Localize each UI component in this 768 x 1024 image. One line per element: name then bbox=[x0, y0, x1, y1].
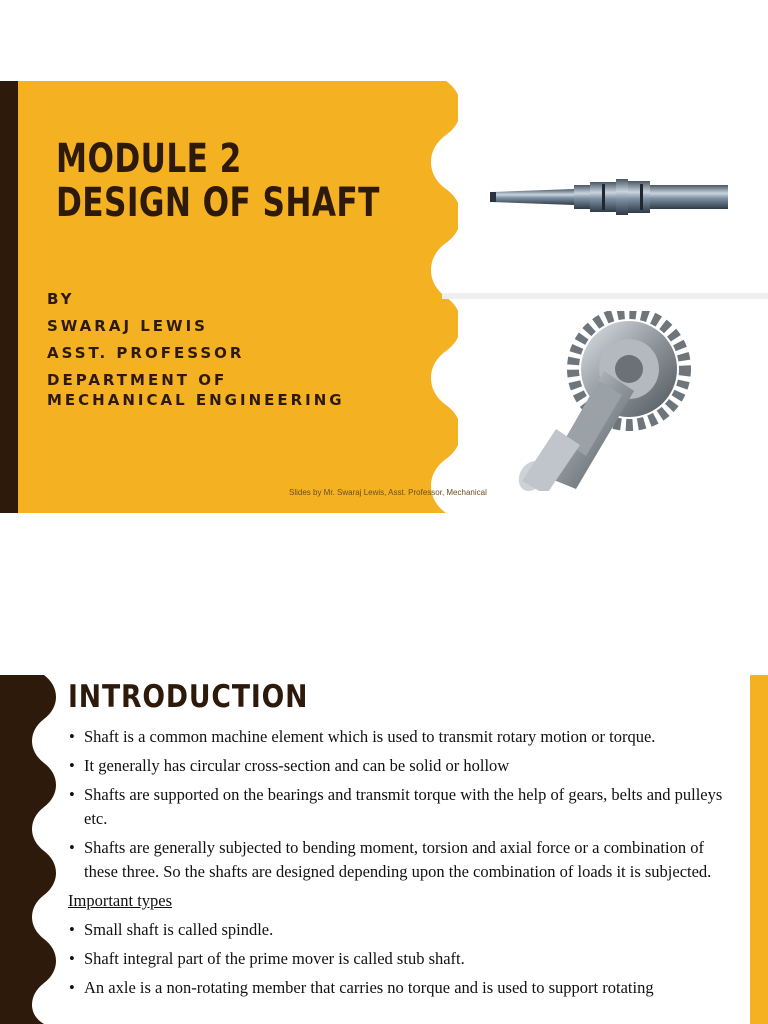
slide-title bbox=[56, 137, 380, 225]
list-item: • Shaft integral part of the prime mover is called stub shaft. bbox=[68, 947, 728, 971]
list-item: • Shafts are generally subjected to bending moment, torsion and axial force or a combination of these three. So the shafts are designed depending upon the combination of loads it is subjected. bbox=[68, 836, 728, 884]
byline-department-name: MECHANICAL ENGINEERING bbox=[47, 391, 345, 409]
section-heading: INTRODUCTION bbox=[68, 679, 309, 715]
gear-shaft-photo bbox=[504, 311, 694, 491]
introduction-slide bbox=[0, 675, 768, 1024]
title-line-1: MODULE 2 bbox=[56, 136, 242, 182]
list-item: • Small shaft is called spindle. bbox=[68, 918, 728, 942]
list-item: • An axle is a non-rotating member that carries no torque and is used to support rotating bbox=[68, 976, 728, 1000]
byline-name: SWARAJ LEWIS bbox=[47, 317, 208, 335]
image-divider bbox=[442, 293, 768, 299]
byline-position: ASST. PROFESSOR bbox=[47, 344, 245, 362]
dark-wave-border bbox=[0, 675, 60, 1024]
list-item: • It generally has circular cross-section and can be solid or hollow bbox=[68, 754, 728, 778]
title-line-2: DESIGN OF SHAFT bbox=[56, 180, 380, 226]
slide-footer: Slides by Mr. Swaraj Lewis, Asst. Professor, Mechanical bbox=[289, 488, 487, 497]
author-byline bbox=[47, 289, 345, 410]
list-item: • Shafts are supported on the bearings and transmit torque with the help of gears, belts and pulleys etc. bbox=[68, 783, 728, 831]
list-item: • Shaft is a common machine element which is used to transmit rotary motion or torque. bbox=[68, 725, 728, 749]
slide-body bbox=[68, 725, 728, 1005]
right-orange-bar bbox=[750, 675, 768, 1024]
byline-by: BY bbox=[47, 290, 75, 308]
title-slide bbox=[0, 81, 768, 513]
types-subheading: Important types bbox=[68, 891, 173, 910]
left-dark-bar bbox=[0, 81, 18, 513]
byline-department: DEPARTMENT OF bbox=[47, 371, 228, 389]
types-bullet-list bbox=[68, 918, 728, 1000]
shaft-photo bbox=[490, 179, 730, 215]
intro-bullet-list bbox=[68, 725, 728, 884]
